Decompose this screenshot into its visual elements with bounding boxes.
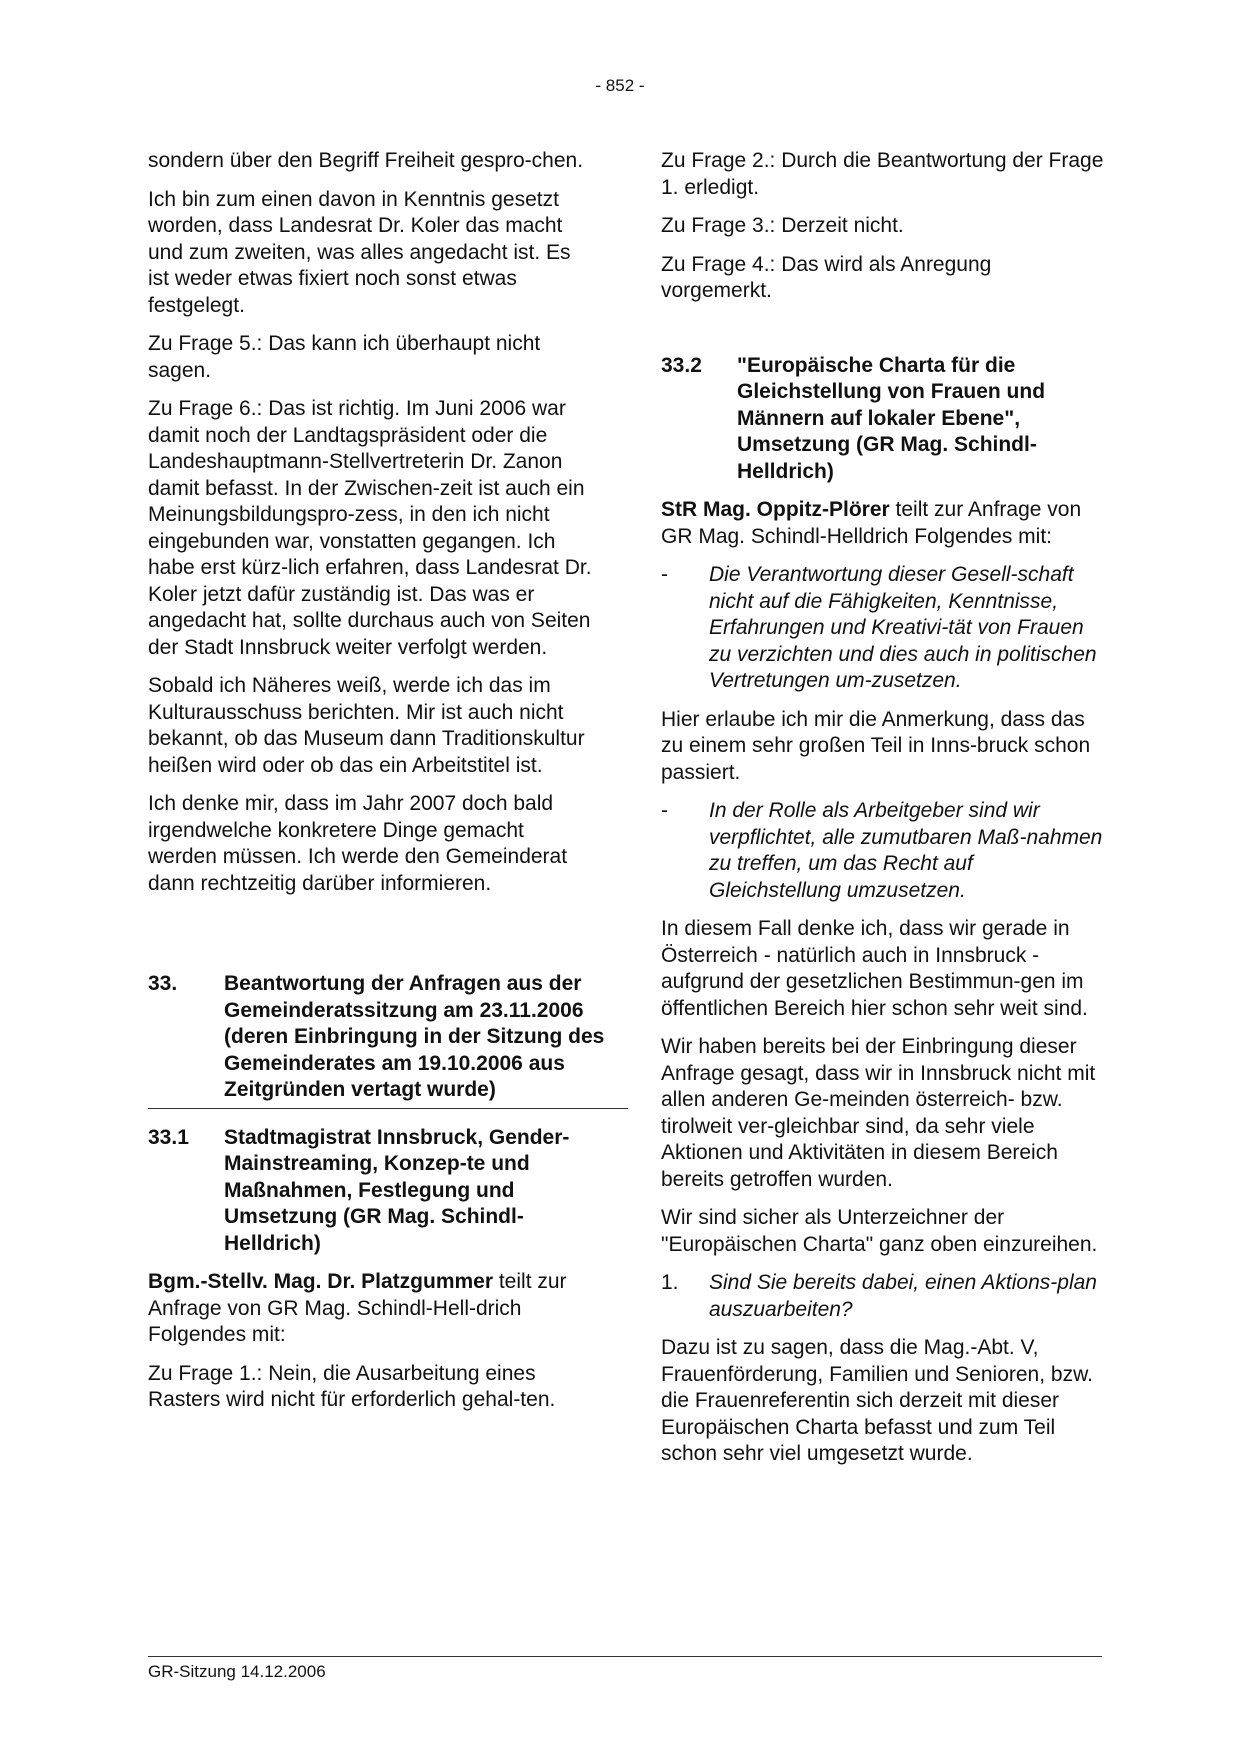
paragraph-text: teilt zur Anfrage von GR Mag. Schindl-Hell-drich Folgendes mit: bbox=[148, 1270, 567, 1346]
list-marker: 1. bbox=[661, 1271, 679, 1294]
list-item-text: Die Verantwortung dieser Gesell-schaft nicht auf die Fähigkeiten, Kenntnisse, Erfahrungen und Kreativi-tät von Frauen zu verzichten und dies auch in politischen Vertretungen um-zusetzen. bbox=[709, 563, 1097, 692]
section-number: 33.2 bbox=[661, 353, 702, 377]
paragraph bbox=[148, 1269, 593, 1349]
paragraph-text: teilt zur Anfrage von GR Mag. Schindl-Helldrich Folgendes mit: bbox=[661, 498, 1082, 548]
paragraph: Zu Frage 2.: Durch die Beantwortung der Frage 1. erledigt. bbox=[661, 149, 1104, 199]
right-column bbox=[661, 148, 1107, 1480]
paragraph: Zu Frage 4.: Das wird als Anregung vorgemerkt. bbox=[661, 252, 992, 302]
list-item-text: Sind Sie bereits dabei, einen Aktions-plan auszuarbeiten? bbox=[709, 1271, 1097, 1321]
section-heading-33-1 bbox=[148, 1125, 593, 1258]
page-footer: GR-Sitzung 14.12.2006 bbox=[148, 1656, 1102, 1682]
list-item-text: In der Rolle als Arbeitgeber sind wir verpflichtet, alle zumutbaren Maß-nahmen zu treffen, um das Recht auf Gleichstellung umzusetzen. bbox=[709, 799, 1103, 902]
list-marker: - bbox=[661, 563, 668, 586]
paragraph: Wir haben bereits bei der Einbringung dieser Anfrage gesagt, dass wir in Innsbruck nicht mit allen anderen Ge-meinden österreich- bzw. tirolweit ver-gleichbar sind, da sehr viele Aktionen und Aktivitäten in diesem Bereich bereits getroffen wurden. bbox=[661, 1035, 1096, 1191]
paragraph: Wir sind sicher als Unterzeichner der "Europäischen Charta" ganz oben einzureihen. bbox=[661, 1206, 1098, 1256]
paragraph: Zu Frage 6.: Das ist richtig. Im Juni 2006 war damit noch der Landtagspräsident oder die Landeshauptmann-Stellvertreterin Dr. Zanon damit befasst. In der Zwischen-zeit ist auch ein Meinungsbildungspro-zess, in den ich nicht eingebunden war, vonstatten gegangen. Ich habe erst kürz-lich erfahren, dass Landesrat Dr. Koler jetzt dafür zuständig ist. Das was er angedacht hat, sollte durchaus auch von Seiten der Stadt Innsbruck weiter verfolgt werden. bbox=[148, 397, 592, 659]
section-heading-33-2 bbox=[661, 353, 1107, 486]
speaker-name: StR Mag. Oppitz-Plörer bbox=[661, 498, 890, 521]
paragraph: Zu Frage 3.: Derzeit nicht. bbox=[661, 214, 904, 237]
page-number: - 852 - bbox=[595, 76, 645, 95]
list-item bbox=[661, 562, 1107, 695]
section-number: 33.1 bbox=[148, 1125, 189, 1149]
speaker-name: Bgm.-Stellv. Mag. Dr. Platzgummer bbox=[148, 1270, 494, 1293]
list-item bbox=[661, 798, 1107, 904]
paragraph: sondern über den Begriff Freiheit gespro-chen. bbox=[148, 149, 584, 172]
section-heading-33 bbox=[148, 971, 628, 1109]
paragraph: Hier erlaube ich mir die Anmerkung, dass das zu einem sehr großen Teil in Inns-bruck schon passiert. bbox=[661, 707, 1091, 784]
section-title: Stadtmagistrat Innsbruck, Gender-Mainstreaming, Konzep-te und Maßnahmen, Festlegung und Umsetzung (GR Mag. Schindl-Helldrich) bbox=[224, 1125, 570, 1255]
paragraph: In diesem Fall denke ich, dass wir gerade in Österreich - natürlich auch in Innsbruck - aufgrund der gesetzlichen Bestimmun-gen im öffentlichen Bereich hier schon sehr weit sind. bbox=[661, 917, 1088, 1020]
section-number: 33. bbox=[148, 972, 178, 995]
paragraph: Ich denke mir, dass im Jahr 2007 doch bald irgendwelche konkretere Dinge gemacht werden müssen. Ich werde den Gemeinderat dann rechtzeitig darüber informieren. bbox=[148, 792, 568, 895]
paragraph: Zu Frage 5.: Das kann ich überhaupt nicht sagen. bbox=[148, 332, 541, 382]
paragraph: Zu Frage 1.: Nein, die Ausarbeitung eines Rasters wird nicht für erforderlich gehal-ten. bbox=[148, 1361, 556, 1411]
paragraph: Dazu ist zu sagen, dass die Mag.-Abt. V, Frauenförderung, Familien und Senioren, bzw. die Frauenreferentin sich derzeit mit dieser Europäischen Charta befasst und zum Teil schon sehr viel umgesetzt wurde. bbox=[661, 1336, 1093, 1465]
list-marker: - bbox=[661, 799, 668, 822]
section-title: Beantwortung der Anfragen aus der Gemeinderatssitzung am 23.11.2006 (deren Einbringung in der Sitzung des Gemeinderates am 19.10.2006 aus Zeitgründen vertagt wurde) bbox=[224, 972, 605, 1101]
left-column bbox=[148, 148, 605, 1426]
paragraph: Sobald ich Näheres weiß, werde ich das im Kulturausschuss berichten. Mir ist auch nicht bekannt, ob das Museum dann Traditionskultur heißen wird oder ob das ein Arbeitstitel ist. bbox=[148, 674, 585, 777]
paragraph bbox=[661, 497, 1107, 550]
list-item bbox=[661, 1270, 1107, 1323]
paragraph: Ich bin zum einen davon in Kenntnis gesetzt worden, dass Landesrat Dr. Koler das macht und zum zweiten, was alles angedacht ist. Es ist weder etwas fixiert noch sonst etwas festgelegt. bbox=[148, 187, 571, 317]
section-title: "Europäische Charta für die Gleichstellung von Frauen und Männern auf lokaler Ebene", Umsetzung (GR Mag. Schindl-Helldrich) bbox=[737, 353, 1046, 483]
